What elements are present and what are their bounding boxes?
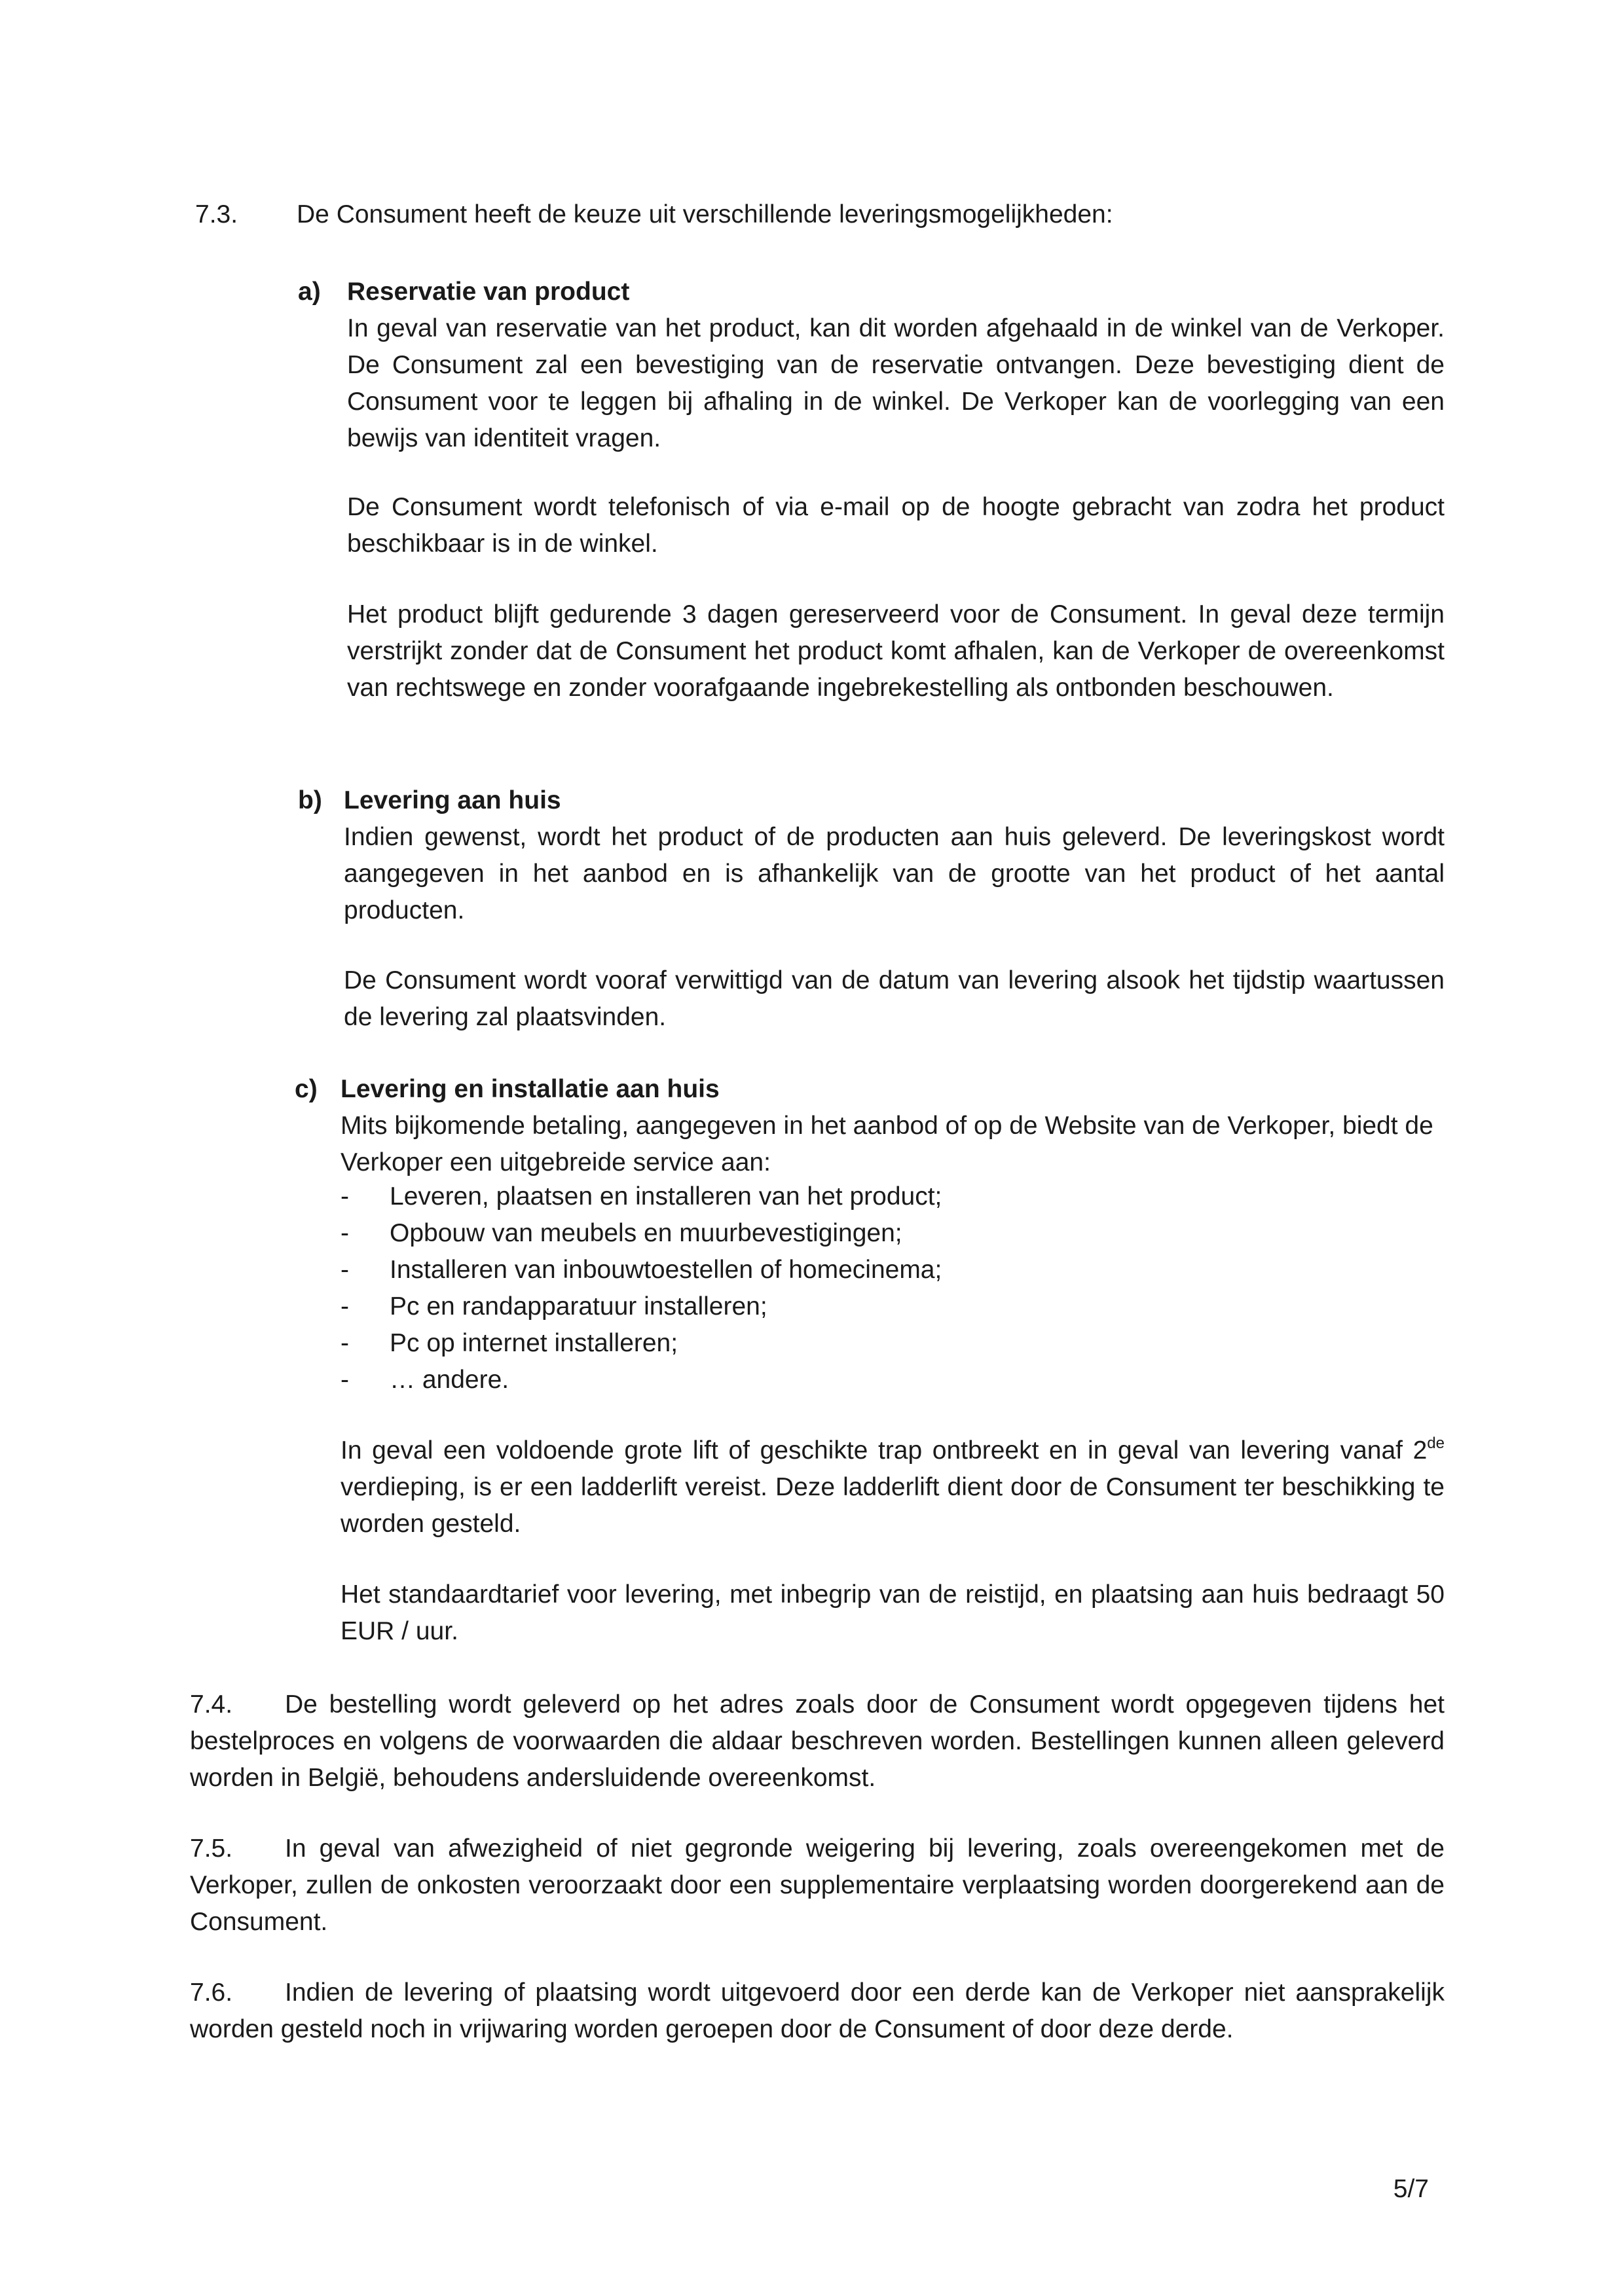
dash-bullet: -: [341, 1256, 349, 1284]
dash-bullet: -: [341, 1182, 349, 1211]
section-7-5: [190, 1831, 1445, 1941]
section-number: 7.3.: [195, 200, 238, 228]
option-a: [347, 274, 1445, 457]
option-a-paragraph-3: Het product blijft gedurende 3 dagen gereserveerd voor de Consument. In geval deze termijn verstrijkt zonder dat de Consument het product komt afhalen, kan de Verkoper de overeenkomst van rechtswege en zonder voorafgaande ingebrekestelling als ontbonden beschouwen.: [347, 600, 1445, 702]
option-a-title: Reservatie van product: [347, 278, 630, 306]
section-text: Indien de levering of plaatsing wordt uitgevoerd door een derde kan de Verkoper niet aansprakelijk worden gesteld noch in vrijwaring worden geroepen door de Consument of door deze derde.: [190, 1978, 1445, 2043]
section-7-3: [195, 196, 1439, 233]
option-c: [341, 1071, 1445, 1181]
ordinal-superscript: de: [1427, 1434, 1445, 1452]
section-number: 7.5.: [190, 1834, 233, 1863]
option-b-paragraph-2: De Consument wordt vooraf verwittigd van de datum van levering alsook het tijdstip waartussen de levering zal plaatsvinden.: [344, 966, 1445, 1031]
option-c-service-list: [341, 1178, 1445, 1398]
list-item: [341, 1288, 1445, 1325]
dash-bullet: -: [341, 1219, 349, 1247]
option-b-paragraph-1: Indien gewenst, wordt het product of de producten aan huis geleverd. De leveringskost wordt aangegeven in het aanbod en is afhankelijk van de grootte van het product of het aantal producten.: [344, 823, 1445, 924]
dash-bullet: -: [341, 1292, 349, 1321]
section-number: 7.4.: [190, 1690, 233, 1719]
list-item-text: Leveren, plaatsen en installeren van het product;: [390, 1182, 942, 1211]
list-item-text: Pc en randapparatuur installeren;: [390, 1292, 767, 1321]
option-a-paragraph-2: De Consument wordt telefonisch of via e-mail op de hoogte gebracht van zodra het product beschikbaar is in de winkel.: [347, 493, 1445, 558]
section-7-4: [190, 1686, 1445, 1796]
list-item: [341, 1325, 1445, 1362]
list-item-text: … andere.: [390, 1366, 509, 1394]
section-number: 7.6.: [190, 1978, 233, 2007]
section-text: In geval van afwezigheid of niet gegronde weigering bij levering, zoals overeengekomen met de Verkoper, zullen de onkosten veroorzaakt door een supplementaire verplaatsing worden doorgerekend aan de Consument.: [190, 1834, 1445, 1936]
list-item-text: Opbouw van meubels en muurbevestigingen;: [390, 1219, 902, 1247]
option-a-letter: a): [298, 278, 321, 306]
option-c-paragraph-3: Het standaardtarief voor levering, met inbegrip van de reistijd, en plaatsing aan huis bedraagt 50 EUR / uur.: [341, 1580, 1445, 1645]
list-item: [341, 1178, 1445, 1215]
option-b: [344, 782, 1445, 929]
option-c-paragraph-2: [341, 1432, 1445, 1542]
option-c-letter: c): [295, 1075, 318, 1103]
dash-bullet: -: [341, 1329, 349, 1357]
option-c-paragraph-2-end: verdieping, is er een ladderlift vereist. Deze ladderlift dient door de Consument ter beschikking te worden gesteld.: [341, 1473, 1445, 1538]
list-item-text: Pc op internet installeren;: [390, 1329, 678, 1357]
list-item-text: Installeren van inbouwtoestellen of homecinema;: [390, 1256, 942, 1284]
option-a-paragraph-1: In geval van reservatie van het product, kan dit worden afgehaald in de winkel van de Verkoper. De Consument zal een bevestiging van de reservatie ontvangen. Deze bevestiging dient de Consument voor te leggen bij afhaling in de winkel. De Verkoper kan de voorlegging van een bewijs van identiteit vragen.: [347, 314, 1445, 452]
option-c-paragraph-2-start: In geval een voldoende grote lift of geschikte trap ontbreekt en in geval van levering vanaf 2: [341, 1436, 1428, 1465]
option-c-title: Levering en installatie aan huis: [341, 1075, 720, 1103]
list-item: [341, 1252, 1445, 1288]
section-text: De bestelling wordt geleverd op het adres zoals door de Consument wordt opgegeven tijdens het bestelproces en volgens de voorwaarden die aldaar beschreven worden. Bestellingen kunnen alleen geleverd worden in België, behoudens andersluidende overeenkomst.: [190, 1690, 1445, 1792]
option-c-paragraph-1: Mits bijkomende betaling, aangegeven in het aanbod of op de Website van de Verkoper, biedt de Verkoper een uitgebreide service aan:: [341, 1112, 1433, 1176]
option-b-title: Levering aan huis: [344, 786, 561, 814]
list-item: [341, 1215, 1445, 1252]
section-intro: De Consument heeft de keuze uit verschillende leveringsmogelijkheden:: [297, 200, 1113, 228]
section-7-6: [190, 1975, 1445, 2048]
option-b-letter: b): [298, 786, 322, 814]
dash-bullet: -: [341, 1366, 349, 1394]
list-item: [341, 1362, 1445, 1398]
page-number: 5/7: [1393, 2175, 1429, 2203]
